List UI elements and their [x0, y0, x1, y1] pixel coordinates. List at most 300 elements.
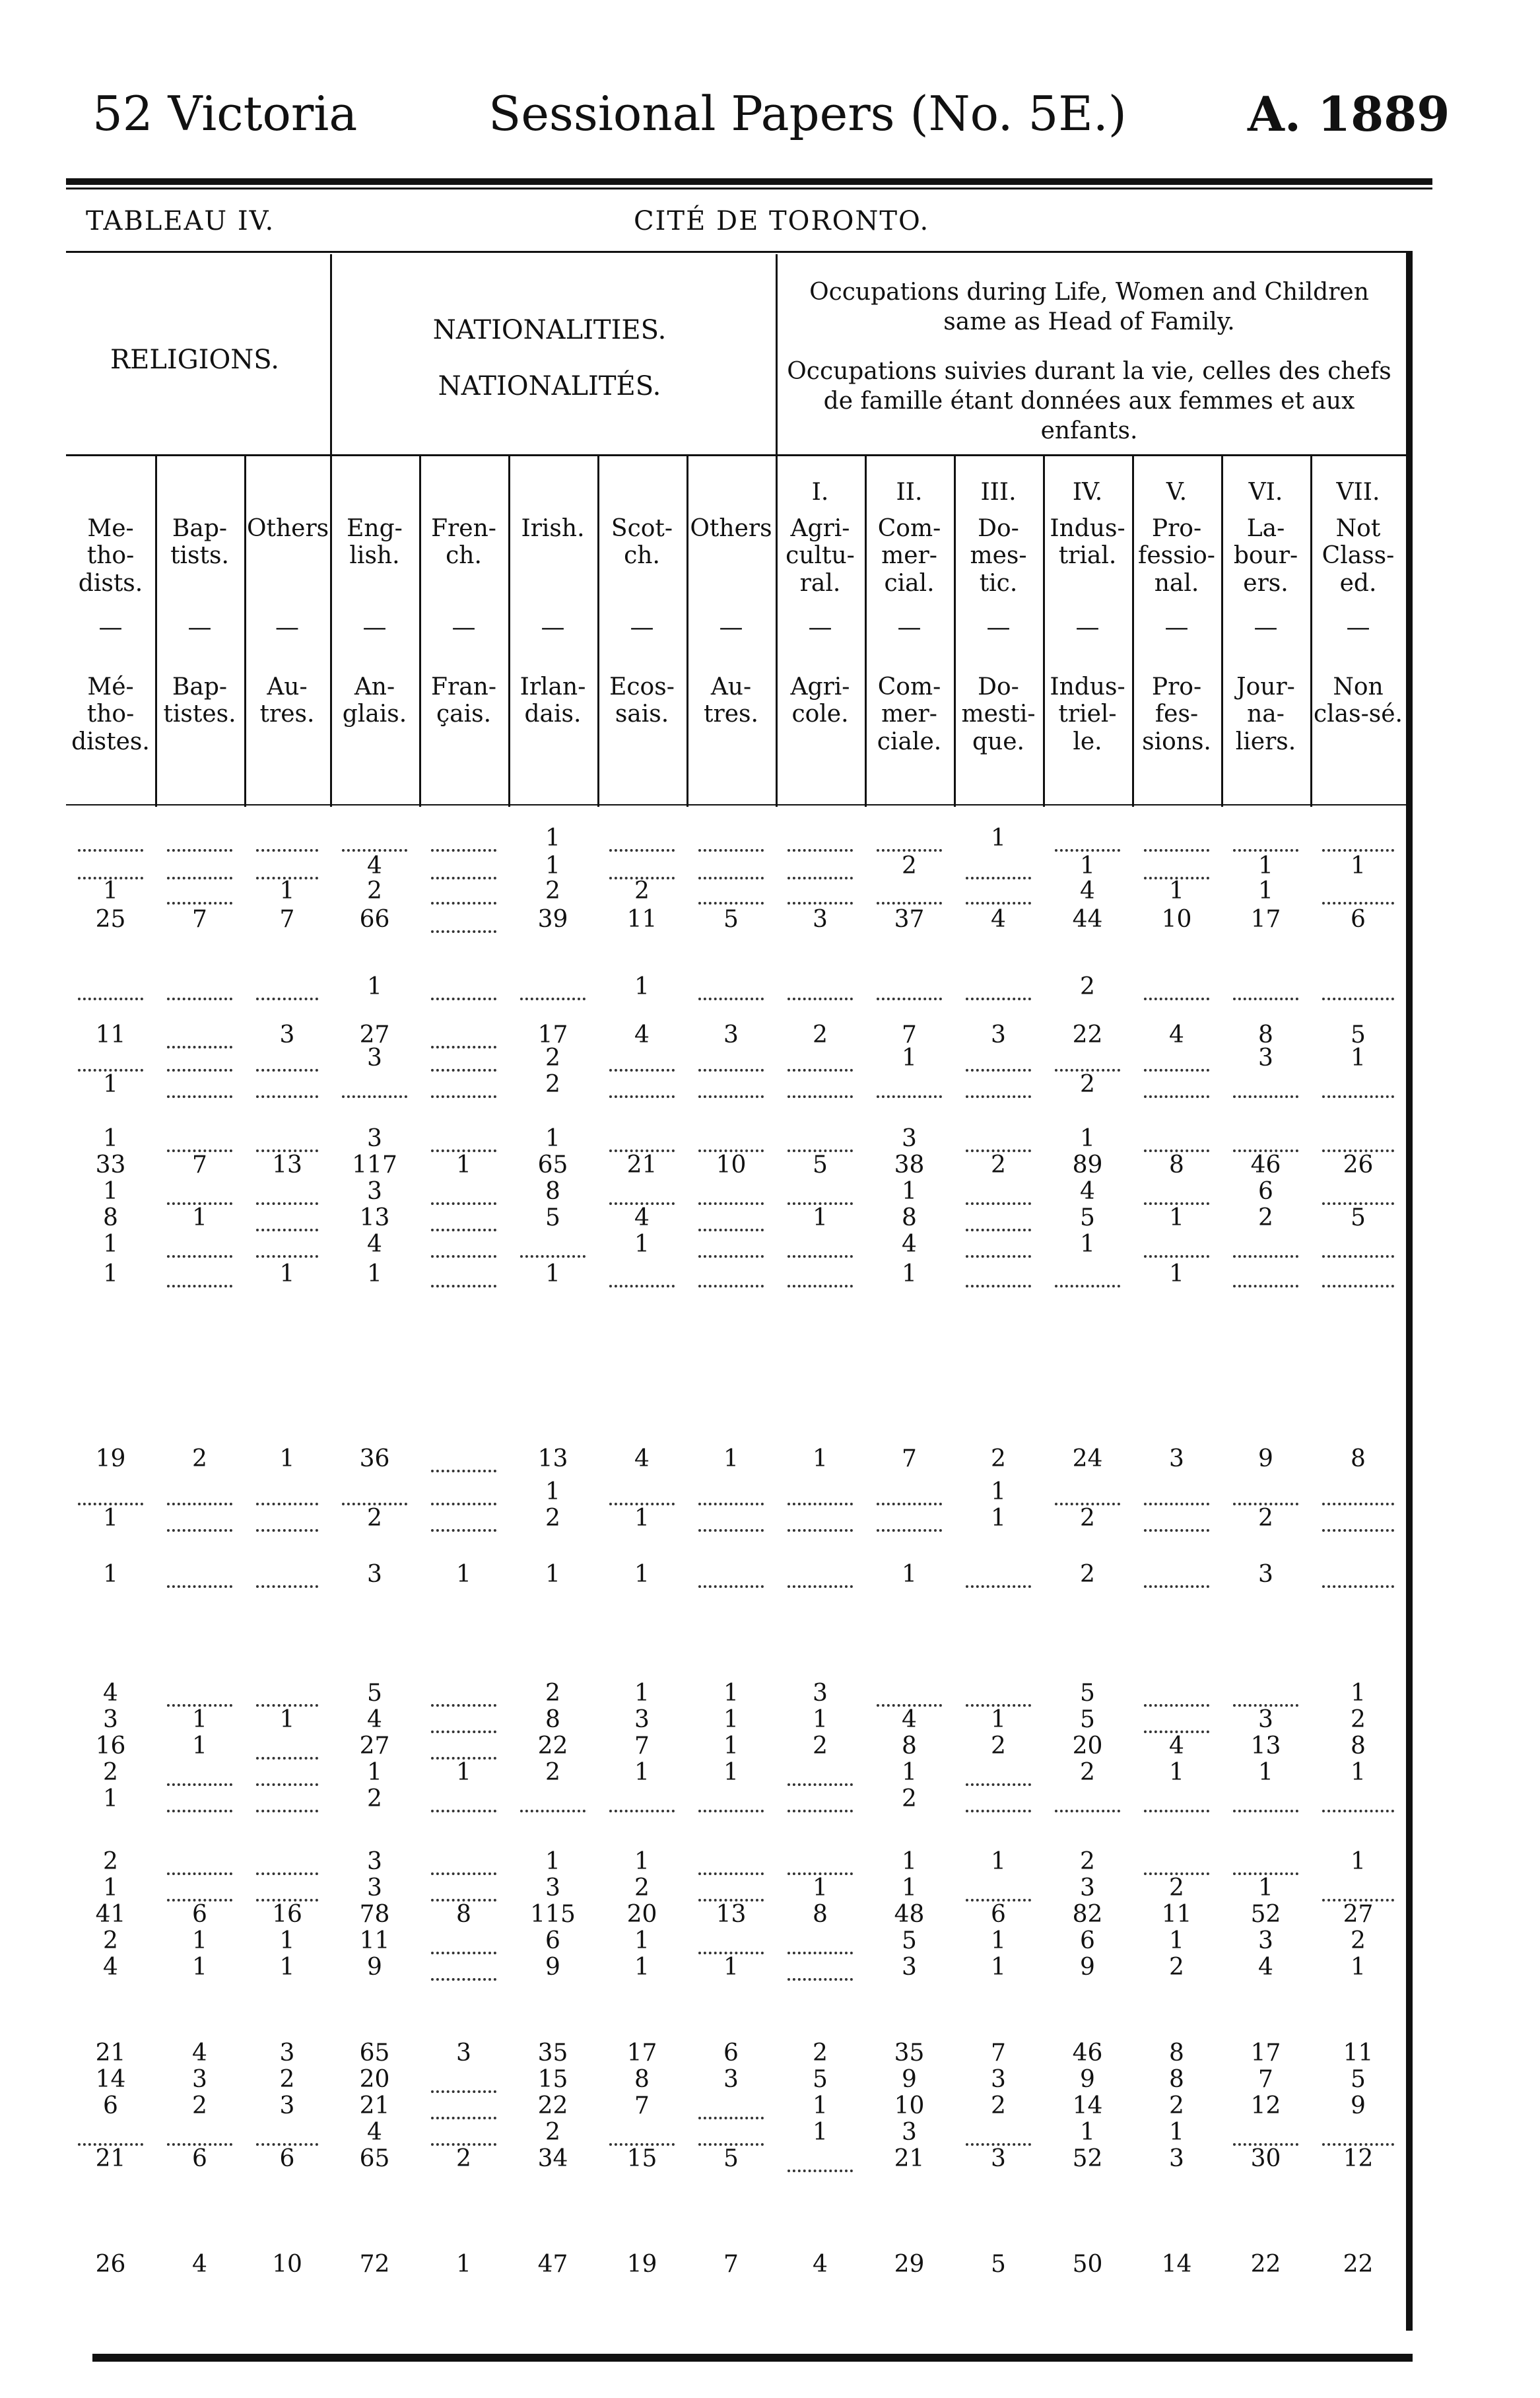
table-cell: 1 [192, 1204, 207, 1231]
table-cell: 19 [95, 1445, 126, 1472]
dotted-leader [78, 1049, 143, 1072]
table-cell: 2 [1080, 1071, 1095, 1098]
table-cell: 1 [545, 1478, 560, 1505]
table-cell: 21 [95, 2039, 126, 2067]
table-cell: 41 [95, 1901, 126, 1928]
table-cell: 1 [813, 1445, 828, 1472]
table-cell: 1 [103, 1874, 118, 1901]
dotted-leader [431, 1684, 496, 1707]
column-header-en: Me-tho-dists. [78, 515, 143, 597]
dotted-leader [609, 1483, 675, 1505]
dotted-leader [1233, 1235, 1298, 1258]
table-cell: 1 [1080, 1231, 1095, 1258]
table-cell: 13 [1250, 1732, 1281, 1760]
dotted-leader [431, 1076, 496, 1098]
dotted-leader [966, 1764, 1031, 1786]
dotted-leader [609, 2123, 675, 2146]
table-cell: 2 [545, 877, 560, 905]
table-cell: 33 [95, 1151, 126, 1179]
table-cell: 1 [902, 1759, 917, 1786]
table-cell: 14 [95, 2066, 126, 2093]
dotted-leader [1322, 1565, 1394, 1588]
header-dash: — [1164, 614, 1189, 641]
table-cell: 5 [723, 2145, 739, 2172]
dotted-leader [1055, 1483, 1120, 1505]
dotted-leader [1144, 829, 1209, 852]
running-header [0, 86, 1540, 158]
header-dash: — [1075, 614, 1100, 641]
table-cell: 4 [1080, 1178, 1095, 1205]
table-cell: 2 [813, 2039, 828, 2067]
dotted-leader [787, 1049, 853, 1072]
nationalities-heading-fr: NATIONALITÉS. [438, 371, 661, 401]
table-cell: 2 [367, 1505, 382, 1532]
table-cell: 8 [902, 1732, 917, 1760]
header-dash: — [187, 614, 212, 641]
table-cell: 3 [1258, 1706, 1273, 1733]
table-cell: 38 [894, 1151, 925, 1179]
table-cell: 3 [1169, 1445, 1184, 1472]
table-cell: 5 [723, 906, 739, 933]
table-cell: 3 [902, 1954, 917, 1981]
dotted-leader [256, 1737, 318, 1760]
dotted-leader [1322, 829, 1394, 852]
table-cell: 1 [634, 1680, 650, 1707]
dotted-leader [1144, 1509, 1209, 1532]
table-cell: 8 [545, 1178, 560, 1205]
table-cell: 48 [894, 1901, 925, 1928]
dotted-leader [787, 1483, 853, 1505]
dotted-leader [1233, 1483, 1298, 1505]
dotted-leader [1144, 1853, 1209, 1875]
table-cell: 2 [1169, 1874, 1184, 1901]
dotted-leader [431, 1711, 496, 1733]
dotted-leader [698, 1853, 764, 1875]
column-header-fr: Jour-na-liers. [1235, 673, 1296, 755]
table-cell: 8 [634, 2066, 650, 2093]
dotted-leader [787, 1235, 853, 1258]
dotted-leader [256, 978, 318, 1000]
table-cell: 13 [537, 1445, 568, 1472]
table-cell: 3 [456, 2039, 471, 2067]
table-cell: 4 [1258, 1954, 1273, 1981]
dotted-leader [698, 882, 764, 905]
table-cell: 4 [902, 1231, 917, 1258]
table-cell: 1 [723, 1759, 739, 1786]
table-title-row [66, 198, 1406, 251]
table-cell: 7 [279, 906, 295, 933]
dotted-leader [256, 1076, 318, 1098]
table-cell: 46 [1250, 1151, 1281, 1179]
column-header-fr: Irlan-dais. [519, 673, 586, 728]
table-cell: 3 [1258, 1927, 1273, 1954]
dotted-leader [1055, 1790, 1120, 1812]
table-cell: 14 [1161, 2251, 1192, 2278]
table-cell: 7 [991, 2039, 1006, 2067]
header-dash: — [719, 614, 743, 641]
dotted-leader [431, 1265, 496, 1287]
dotted-leader [787, 857, 853, 879]
table-cell: 27 [359, 1021, 390, 1048]
dotted-leader [787, 1265, 853, 1287]
table-cell: 36 [359, 1445, 390, 1472]
dotted-leader [431, 829, 496, 852]
table-cell: 6 [192, 1901, 207, 1928]
dotted-leader [167, 857, 232, 879]
dotted-leader [698, 1182, 764, 1205]
dotted-leader [1233, 978, 1298, 1000]
table-cell: 2 [103, 1759, 118, 1786]
dotted-leader [256, 1130, 318, 1152]
dotted-leader [431, 1130, 496, 1152]
table-cell: 12 [1343, 2145, 1374, 2172]
table-cell: 1 [813, 2092, 828, 2119]
table-cell: 6 [103, 2092, 118, 2119]
right-border [1406, 251, 1413, 2331]
dotted-leader [698, 1235, 764, 1258]
dotted-leader [966, 1209, 1031, 1231]
table-cell: 1 [103, 1785, 118, 1812]
table-cell: 66 [359, 906, 390, 933]
dotted-leader [167, 2123, 232, 2146]
table-cell: 1 [545, 825, 560, 852]
dotted-leader [1322, 1509, 1394, 1532]
dotted-leader [1322, 1790, 1394, 1812]
dotted-leader [787, 1130, 853, 1152]
table-cell: 22 [537, 2092, 568, 2119]
table-cell: 4 [192, 2039, 207, 2067]
table-cell: 2 [991, 2092, 1006, 2119]
dotted-leader [256, 1509, 318, 1532]
table-cell: 11 [359, 1927, 390, 1954]
dotted-leader [877, 882, 942, 905]
dotted-leader [966, 1790, 1031, 1812]
dotted-leader [1233, 1130, 1298, 1152]
dotted-leader [520, 1235, 586, 1258]
table-cell: 1 [367, 1260, 382, 1287]
table-cell: 3 [1258, 1045, 1273, 1072]
table-cell: 1 [723, 1732, 739, 1760]
table-cell: 3 [279, 2039, 295, 2067]
table-cell: 16 [95, 1732, 126, 1760]
dotted-leader [698, 1076, 764, 1098]
table-cell: 2 [545, 1680, 560, 1707]
column-header-fr: Fran-çais. [431, 673, 496, 728]
table-cell: 9 [367, 1954, 382, 1981]
dotted-leader [877, 1076, 942, 1098]
table-cell: 50 [1072, 2251, 1103, 2278]
table-cell: 1 [1169, 1260, 1184, 1287]
table-cell: 3 [902, 2119, 917, 2146]
table-cell: 1 [456, 2251, 471, 2278]
tableau-label: TABLEAU IV. [86, 206, 275, 236]
table-cell: 37 [894, 906, 925, 933]
dotted-leader [787, 1932, 853, 1954]
table-cell: 1 [279, 1706, 295, 1733]
dotted-leader [431, 2097, 496, 2119]
title-rule [66, 251, 1406, 253]
dotted-leader [431, 1932, 496, 1954]
table-cell: 2 [991, 1732, 1006, 1760]
dotted-leader [1233, 829, 1298, 852]
table-cell: 5 [1080, 1680, 1095, 1707]
header-dash: — [362, 614, 387, 641]
table-cell: 1 [545, 1125, 560, 1152]
dotted-leader [966, 1684, 1031, 1707]
dotted-leader [1233, 2123, 1298, 2146]
table-cell: 4 [103, 1680, 118, 1707]
dotted-leader [431, 857, 496, 879]
dotted-leader [698, 2097, 764, 2119]
nationalities-heading-en: NATIONALITIES. [432, 315, 667, 345]
column-divider [330, 254, 332, 807]
table-cell: 26 [95, 2251, 126, 2278]
table-cell: 27 [359, 1732, 390, 1760]
table-cell: 13 [272, 1151, 302, 1179]
table-cell: 15 [626, 2145, 657, 2172]
table-cell: 1 [723, 1680, 739, 1707]
table-cell: 3 [991, 2145, 1006, 2172]
dotted-leader [431, 1958, 496, 1981]
table-cell: 4 [1169, 1021, 1184, 1048]
dotted-leader [256, 829, 318, 852]
dotted-leader [698, 2123, 764, 2146]
table-cell: 2 [1080, 973, 1095, 1000]
dotted-leader [167, 1130, 232, 1152]
dotted-leader [256, 1235, 318, 1258]
table-cell: 1 [367, 1759, 382, 1786]
column-header-en: Do-mes-tic. [970, 515, 1027, 597]
column-header-en: Fren-ch. [431, 515, 496, 570]
bottom-thick-rule [92, 2354, 1413, 2362]
table-cell: 1 [1258, 1874, 1273, 1901]
table-cell: 11 [1161, 1901, 1192, 1928]
table-cell: 2 [634, 877, 650, 905]
table-cell: 4 [634, 1204, 650, 1231]
dotted-leader [256, 1764, 318, 1786]
dotted-leader [1055, 1265, 1120, 1287]
table-cell: 4 [1080, 877, 1095, 905]
dotted-leader [1322, 1130, 1394, 1152]
table-cell: 8 [1258, 1021, 1273, 1048]
dotted-leader [1055, 1049, 1120, 1072]
table-cell: 5 [1351, 2066, 1366, 2093]
dotted-leader [1233, 1853, 1298, 1875]
table-cell: 6 [279, 2145, 295, 2172]
header-dash: — [275, 614, 299, 641]
table-cell: 5 [813, 2066, 828, 2093]
table-cell: 3 [1258, 1561, 1273, 1588]
table-cell: 1 [634, 973, 650, 1000]
column-header-en: Agri-cultu-ral. [786, 515, 855, 597]
table-cell: 17 [1250, 2039, 1281, 2067]
table-cell: 1 [192, 1954, 207, 1981]
table-cell: 10 [272, 2251, 302, 2278]
dotted-leader [966, 1265, 1031, 1287]
top-thin-rule [66, 188, 1432, 189]
table-cell: 1 [902, 1561, 917, 1588]
table-cell: 8 [1169, 1151, 1184, 1179]
table-cell: 1 [1351, 1954, 1366, 1981]
dotted-leader [698, 1049, 764, 1072]
table-cell: 2 [902, 852, 917, 879]
dotted-leader [609, 1265, 675, 1287]
dotted-leader [256, 1879, 318, 1901]
dotted-leader [1144, 1711, 1209, 1733]
table-cell: 12 [1250, 2092, 1281, 2119]
dotted-leader [966, 2123, 1031, 2146]
column-divider [776, 254, 778, 807]
table-cell: 1 [456, 1759, 471, 1786]
table-cell: 5 [545, 1204, 560, 1231]
dotted-leader [698, 1265, 764, 1287]
volume-label: 52 Victoria [92, 86, 358, 141]
dotted-leader [167, 882, 232, 905]
dotted-leader [342, 1483, 407, 1505]
dotted-leader [787, 882, 853, 905]
dotted-leader [431, 1209, 496, 1231]
table-cell: 3 [367, 1561, 382, 1588]
dotted-leader [1144, 1684, 1209, 1707]
table-cell: 7 [723, 2251, 739, 2278]
year-label: A. 1889 [1248, 86, 1450, 142]
dotted-leader [1144, 1049, 1209, 1072]
dotted-leader [966, 978, 1031, 1000]
table-cell: 2 [1080, 1848, 1095, 1875]
dotted-leader [256, 1483, 318, 1505]
dotted-leader [1322, 978, 1394, 1000]
table-cell: 44 [1072, 906, 1103, 933]
dotted-leader [877, 1483, 942, 1505]
column-header-en: Irish. [521, 515, 585, 542]
table-cell: 2 [192, 1445, 207, 1472]
table-cell: 2 [545, 2119, 560, 2146]
dotted-leader [431, 1509, 496, 1532]
table-cell: 22 [1072, 1021, 1103, 1048]
header-dash: — [1346, 614, 1370, 641]
dotted-leader [78, 1483, 143, 1505]
table-cell: 3 [813, 906, 828, 933]
dotted-leader [1233, 1076, 1298, 1098]
table-cell: 21 [894, 2145, 925, 2172]
table-cell: 1 [634, 1561, 650, 1588]
table-cell: 4 [1169, 1732, 1184, 1760]
dotted-leader [431, 910, 496, 933]
top-thick-rule [66, 178, 1432, 185]
table-cell: 1 [1169, 1927, 1184, 1954]
table-cell: 1 [991, 1927, 1006, 1954]
table-cell: 1 [103, 1125, 118, 1152]
column-header-fr: Au-tres. [704, 673, 758, 728]
table-cell: 3 [192, 2066, 207, 2093]
table-cell: 4 [367, 1231, 382, 1258]
dotted-leader [609, 829, 675, 852]
dotted-leader [431, 1026, 496, 1048]
dotted-leader [431, 1235, 496, 1258]
dotted-leader [787, 1790, 853, 1812]
table-cell: 1 [192, 1706, 207, 1733]
dotted-leader [78, 978, 143, 1000]
table-cell: 3 [813, 1680, 828, 1707]
occupations-heading-fr: Occupations suivies durant la vie, celles des chefs de famille étant données aux femmes et aux enfants. [787, 358, 1391, 444]
dotted-leader [1322, 1483, 1394, 1505]
table-cell: 10 [1161, 906, 1192, 933]
table-cell: 2 [902, 1785, 917, 1812]
dotted-leader [256, 1853, 318, 1875]
column-header-fr: An-glais. [342, 673, 407, 728]
table-cell: 1 [1351, 1848, 1366, 1875]
table-cell: 5 [1080, 1204, 1095, 1231]
table-cell: 72 [359, 2251, 390, 2278]
dotted-leader [256, 2123, 318, 2146]
table-cell: 7 [634, 1732, 650, 1760]
dotted-leader [966, 1049, 1031, 1072]
table-cell: 1 [1351, 852, 1366, 879]
table-cell: 11 [95, 1021, 126, 1048]
dotted-leader [431, 1853, 496, 1875]
table-cell: 2 [192, 2092, 207, 2119]
column-header-en: Pro-fessio-nal. [1138, 515, 1215, 597]
column-header-rule [66, 804, 1406, 805]
column-header-fr: Mé-tho-distes. [71, 673, 150, 755]
dotted-leader [698, 1509, 764, 1532]
dotted-leader [520, 1790, 586, 1812]
table-cell: 21 [359, 2092, 390, 2119]
table-cell: 8 [103, 1204, 118, 1231]
dotted-leader [167, 978, 232, 1000]
table-cell: 82 [1072, 1901, 1103, 1928]
table-cell: 4 [367, 1706, 382, 1733]
dotted-leader [877, 1509, 942, 1532]
table-cell: 117 [352, 1151, 397, 1179]
dotted-leader [167, 829, 232, 852]
dotted-leader [966, 1879, 1031, 1901]
dotted-leader [1144, 1076, 1209, 1098]
table-cell: 1 [1080, 2119, 1095, 2146]
table-cell: 1 [991, 1848, 1006, 1875]
dotted-leader [698, 1483, 764, 1505]
dotted-leader [167, 1509, 232, 1532]
table-cell: 1 [1169, 877, 1184, 905]
table-cell: 3 [1080, 1874, 1095, 1901]
table-cell: 22 [537, 1732, 568, 1760]
dotted-leader [787, 1958, 853, 1981]
table-cell: 1 [279, 1927, 295, 1954]
table-cell: 22 [1250, 2251, 1281, 2278]
column-number: VII. [1336, 479, 1380, 506]
table-cell: 2 [1258, 1505, 1273, 1532]
table-cell: 4 [991, 906, 1006, 933]
table-cell: 1 [991, 825, 1006, 852]
table-cell: 78 [359, 1901, 390, 1928]
column-header-en: Scot-ch. [611, 515, 673, 570]
table-cell: 1 [103, 1260, 118, 1287]
dotted-leader [431, 882, 496, 905]
table-cell: 16 [272, 1901, 302, 1928]
column-number: VI. [1248, 479, 1283, 506]
table-cell: 46 [1072, 2039, 1103, 2067]
dotted-leader [1144, 1565, 1209, 1588]
table-cell: 1 [279, 877, 295, 905]
column-header-en: Others [690, 515, 772, 542]
table-cell: 1 [723, 1954, 739, 1981]
table-cell: 4 [192, 2251, 207, 2278]
table-cell: 1 [1169, 1759, 1184, 1786]
dotted-leader [1144, 1235, 1209, 1258]
table-cell: 4 [367, 2119, 382, 2146]
table-cell: 2 [1169, 2092, 1184, 2119]
table-cell: 7 [634, 2092, 650, 2119]
